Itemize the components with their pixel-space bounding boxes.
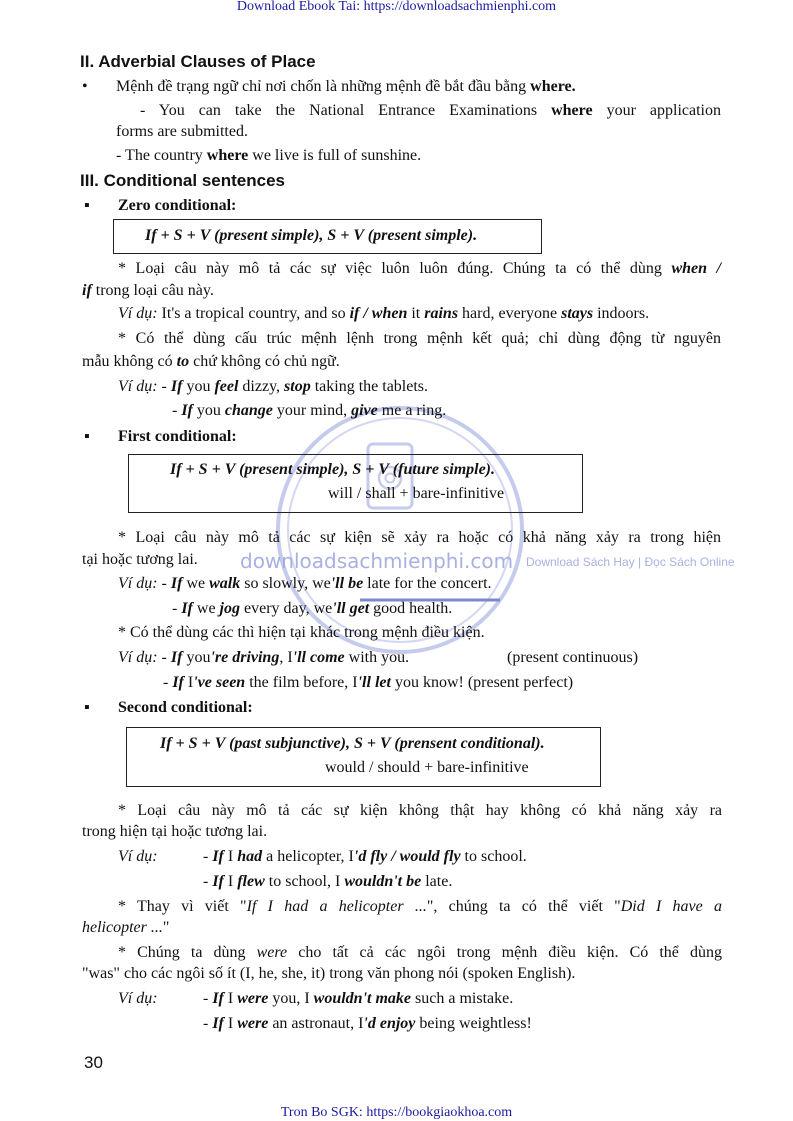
- emphasis-text: change: [224, 402, 273, 419]
- text-span: * Thay vì viết ": [118, 898, 247, 915]
- text-span: to school, I: [264, 873, 345, 890]
- emphasis-text: when /: [671, 260, 721, 277]
- emphasis-text: where: [206, 147, 249, 164]
- text-span: * Có thể dùng các thì hiện tại khác trong mệnh điều kiện.: [118, 624, 485, 641]
- bullet-icon: •: [82, 78, 88, 95]
- bullet-icon: ▪: [84, 428, 90, 445]
- emphasis-text: 'll let: [357, 674, 391, 691]
- emphasis-text: were: [256, 944, 288, 961]
- subheading-second: [118, 698, 253, 718]
- emphasis-text: rains: [424, 305, 459, 322]
- bullet-icon: ▪: [84, 699, 90, 716]
- emphasis-text: to: [176, 353, 190, 370]
- text-span: your application: [592, 102, 721, 119]
- emphasis-text: If + S + V (present simple), S + V (present simple).: [145, 227, 478, 244]
- emphasis-text: wouldn't be: [344, 873, 422, 890]
- emphasis-text: 'll get: [332, 600, 370, 617]
- example-line: [203, 1014, 532, 1034]
- formula-zero: [145, 226, 477, 246]
- emphasis-text: Did I have a: [620, 898, 723, 915]
- text-span: -: [203, 1015, 213, 1032]
- text-span: I: [223, 848, 238, 865]
- text-span: Mệnh đề trạng ngữ chỉ nơi chốn là những mệnh đề bắt đầu bằng: [116, 78, 531, 95]
- text-line: [118, 801, 722, 821]
- emphasis-text: 'll come: [292, 649, 345, 666]
- emphasis-text: stop: [284, 378, 311, 395]
- emphasis-text: feel: [214, 378, 239, 395]
- text-span: * Chúng ta dùng: [118, 944, 257, 961]
- text-line: [118, 897, 722, 917]
- header-link[interactable]: Download Ebook Tai: https://downloadsachmienphi.com: [236, 0, 557, 14]
- emphasis-text: If + S + V (past subjunctive), S + V (prensent conditional).: [160, 735, 545, 752]
- emphasis-text: walk: [209, 575, 241, 592]
- text-span: I: [223, 1015, 238, 1032]
- text-span: indoors.: [593, 305, 650, 322]
- emphasis-text: 'll be: [330, 575, 364, 592]
- text-line: [140, 101, 721, 121]
- text-line: [118, 943, 722, 963]
- section-heading-conditional: [80, 171, 285, 191]
- emphasis-text: If: [170, 575, 183, 592]
- emphasis-text: 're driving: [210, 649, 280, 666]
- example-line: [203, 872, 452, 892]
- subheading-zero: [118, 196, 236, 216]
- text-span: (present continuous): [507, 649, 639, 666]
- emphasis-text: 'd enjoy: [363, 1015, 416, 1032]
- text-line: [82, 964, 575, 984]
- text-span: good health.: [369, 600, 453, 617]
- text-span: -: [157, 378, 171, 395]
- emphasis-text: Zero conditional:: [118, 197, 237, 214]
- text-span: late.: [421, 873, 453, 890]
- text-span: such a mistake.: [411, 990, 514, 1007]
- example-label: [118, 847, 158, 867]
- emphasis-text: jog: [219, 600, 240, 617]
- emphasis-text: if / when: [349, 305, 408, 322]
- emphasis-text: helicopter ...: [82, 919, 163, 936]
- emphasis-text: If: [212, 1015, 224, 1032]
- text-span: the film before, I: [245, 674, 358, 691]
- emphasis-text: where.: [530, 78, 576, 95]
- text-span: - You can take the National Entrance Examinations: [140, 102, 552, 119]
- example-label: [118, 989, 158, 1009]
- formula-first: [170, 460, 495, 480]
- text-span: I: [223, 990, 238, 1007]
- text-line: [118, 623, 485, 643]
- emphasis-text: stays: [561, 305, 594, 322]
- emphasis-text: give: [351, 402, 378, 419]
- text-span: "was" cho các ngôi số ít (I, he, she, it) trong văn phong nói (spoken English).: [82, 965, 576, 982]
- section-heading-adverbial: [80, 52, 316, 72]
- text-span: - The country: [116, 147, 207, 164]
- page-number: 30: [84, 1053, 103, 1072]
- emphasis-text: If: [212, 848, 224, 865]
- text-span: -: [172, 402, 182, 419]
- emphasis-text: wouldn't make: [313, 990, 412, 1007]
- text-span: being weightless!: [415, 1015, 532, 1032]
- text-span: me a ring.: [377, 402, 447, 419]
- text-span: a helicopter, I: [262, 848, 354, 865]
- emphasis-text: If: [172, 674, 184, 691]
- emphasis-text: flew: [237, 873, 265, 890]
- text-span: , I: [279, 649, 293, 666]
- subheading-first: [118, 427, 237, 447]
- text-span: III. Conditional sentences: [80, 171, 285, 190]
- emphasis-text: Second conditional:: [118, 699, 253, 716]
- text-line: [116, 146, 421, 166]
- emphasis-text: If + S + V (present simple), S + V (future simple).: [170, 461, 496, 478]
- text-line: [82, 918, 169, 938]
- example-line: [118, 648, 409, 668]
- text-span: every day, we: [240, 600, 333, 617]
- text-line: [118, 528, 721, 548]
- text-span: taking the tablets.: [310, 378, 429, 395]
- emphasis-text: If: [181, 600, 193, 617]
- text-line: [116, 77, 576, 97]
- text-span: you, I: [268, 990, 314, 1007]
- emphasis-text: Ví dụ:: [118, 649, 158, 666]
- example-line: [203, 989, 513, 1009]
- text-span: trong loại câu này.: [91, 282, 214, 299]
- example-line: [118, 304, 649, 324]
- text-span: to school.: [460, 848, 527, 865]
- emphasis-text: had: [237, 848, 263, 865]
- emphasis-text: Ví dụ:: [118, 575, 158, 592]
- text-span: cho tất cả các ngôi trong mệnh điều kiện. Có thể dùng: [287, 944, 723, 961]
- text-span: you: [192, 402, 225, 419]
- text-span: * Loại câu này mô tả các sự kiện không thật hay không có khả năng xảy ra: [118, 802, 722, 819]
- formula-first-note: [328, 484, 504, 504]
- formula-second-note: [325, 758, 529, 778]
- text-line: [118, 259, 721, 279]
- text-line: [82, 352, 340, 372]
- emphasis-text: Ví dụ:: [118, 990, 158, 1007]
- text-span: your mind,: [272, 402, 352, 419]
- emphasis-text: 've seen: [193, 674, 246, 691]
- emphasis-text: If: [170, 378, 183, 395]
- text-span: tại hoặc tương lai.: [82, 551, 198, 568]
- text-span: we live is full of sunshine.: [248, 147, 422, 164]
- text-span: would / should + bare-infinitive: [325, 759, 529, 776]
- text-span: trong hiện tại hoặc tương lai.: [82, 823, 268, 840]
- text-span: It's a tropical country, and so: [157, 305, 350, 322]
- emphasis-text: If: [212, 873, 224, 890]
- text-span: -: [157, 575, 171, 592]
- text-span: -: [172, 600, 182, 617]
- text-span: -: [163, 674, 173, 691]
- text-span: ": [162, 919, 170, 936]
- bullet-icon: ▪: [84, 197, 90, 214]
- text-line: [116, 122, 248, 142]
- text-span: it: [407, 305, 425, 322]
- emphasis-text: If: [181, 402, 193, 419]
- text-span: chứ không có chủ ngữ.: [189, 353, 340, 370]
- text-span: mẫu không có: [82, 353, 177, 370]
- text-span: with you.: [344, 649, 410, 666]
- emphasis-text: if: [82, 282, 92, 299]
- text-span: I: [223, 873, 238, 890]
- text-span: we: [182, 575, 210, 592]
- watermark-tagline: Download Sách Hay | Đọc Sách Online: [526, 555, 735, 569]
- text-span: dizzy,: [238, 378, 285, 395]
- emphasis-text: Ví dụ:: [118, 305, 158, 322]
- emphasis-text: If: [212, 990, 224, 1007]
- emphasis-text: If I had a helicopter ...: [246, 898, 427, 915]
- text-span: -: [203, 848, 213, 865]
- text-span: late for the concert.: [363, 575, 492, 592]
- example-line: [163, 673, 573, 693]
- text-span: so slowly, we: [240, 575, 331, 592]
- text-span: hard, everyone: [458, 305, 562, 322]
- emphasis-text: were: [237, 990, 269, 1007]
- text-span: -: [157, 649, 171, 666]
- example-line: [172, 599, 452, 619]
- example-line: [172, 401, 446, 421]
- text-span: * Loại câu này mô tả các sự kiện sẽ xảy ra hoặc có khả năng xảy ra trong hiện: [118, 529, 721, 546]
- emphasis-text: 'd fly / would fly: [353, 848, 461, 865]
- emphasis-text: were: [237, 1015, 269, 1032]
- text-span: II. Adverbial Clauses of Place: [80, 52, 316, 71]
- text-span: you know! (present perfect): [390, 674, 574, 691]
- watermark-site: downloadsachmienphi.com: [240, 549, 514, 573]
- emphasis-text: Ví dụ:: [118, 848, 158, 865]
- emphasis-text: where: [551, 102, 593, 119]
- emphasis-text: If: [170, 649, 183, 666]
- example-line: [118, 574, 492, 594]
- text-span: you: [182, 378, 215, 395]
- tense-note: [507, 648, 638, 668]
- emphasis-text: Ví dụ:: [118, 378, 158, 395]
- text-line: [82, 550, 198, 570]
- text-span: -: [203, 990, 213, 1007]
- text-span: an astronaut, I: [268, 1015, 364, 1032]
- text-span: we: [192, 600, 220, 617]
- text-line: [82, 281, 214, 301]
- text-span: will / shall + bare-infinitive: [328, 485, 505, 502]
- text-span: forms are submitted.: [116, 123, 248, 140]
- emphasis-text: First conditional:: [118, 428, 237, 445]
- text-line: [118, 329, 721, 349]
- text-span: you: [182, 649, 211, 666]
- text-line: [82, 822, 267, 842]
- text-span: * Có thể dùng cấu trúc mệnh lệnh trong mệnh kết quả; chỉ dùng động từ nguyên: [118, 330, 721, 347]
- text-span: * Loại câu này mô tả các sự việc luôn luôn đúng. Chúng ta có thể dùng: [118, 260, 672, 277]
- text-span: I: [183, 674, 194, 691]
- text-span: ", chúng ta có thể viết ": [426, 898, 621, 915]
- example-line: [203, 847, 527, 867]
- formula-second: [160, 734, 545, 754]
- example-line: [118, 377, 428, 397]
- footer-link[interactable]: Tron Bo SGK: https://bookgiaokhoa.com: [280, 1105, 513, 1120]
- text-span: -: [203, 873, 213, 890]
